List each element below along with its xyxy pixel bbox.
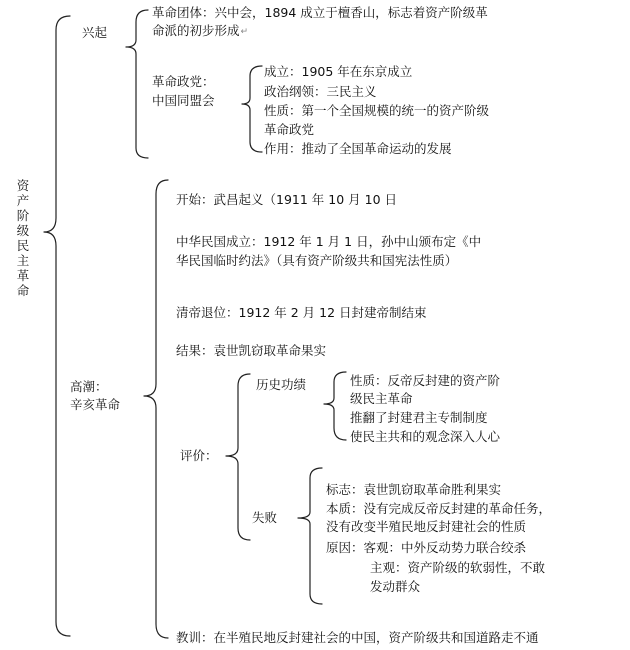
revolutionary-group-line-1: 革命团体：兴中会，1894 成立于檀香山，标志着资产阶级革 — [152, 5, 488, 20]
evaluation-label: 评价： — [180, 448, 218, 463]
achievements-label: 历史功绩 — [256, 377, 307, 392]
achievements-overthrow: 推翻了封建君主专制制度 — [350, 410, 488, 425]
party-role: 作用：推动了全国革命运动的发展 — [264, 141, 452, 156]
climax-title-line-1: 高潮： — [70, 379, 108, 394]
party-nature-line-1: 性质：第一个全国规模的统一的资产阶级 — [264, 103, 490, 118]
failure-label: 失败 — [252, 510, 278, 525]
evaluation-brace — [226, 374, 250, 540]
party-nature-line-2: 革命政党 — [264, 122, 315, 137]
climax-result: 结果：袁世凯窃取革命果实 — [176, 343, 327, 358]
roc-founding-line-2: 华民国临时约法》（具有资产阶级共和国宪法性质） — [176, 253, 458, 268]
climax-lesson: 教训：在半殖民地反封建社会的中国，资产阶级共和国道路走不通 — [176, 630, 539, 645]
rise-title: 兴起 — [82, 25, 108, 40]
paragraph-mark: ↵ — [240, 27, 249, 37]
failure-brace — [298, 468, 322, 604]
qing-abdication: 清帝退位：1912 年 2 月 12 日封建帝制结束 — [176, 305, 427, 320]
party-brace — [242, 66, 262, 152]
achievements-nature-line-1: 性质：反帝反封建的资产阶 — [350, 373, 501, 388]
achievements-brace — [324, 372, 346, 440]
party-program: 政治纲领：三民主义 — [264, 84, 377, 99]
climax-start: 开始：武昌起义（1911 年 10 月 10 日 — [176, 192, 397, 207]
failure-cause-subjective-line-2: 发动群众 — [370, 579, 421, 594]
achievements-nature-line-2: 级民主革命 — [350, 391, 413, 406]
failure-essence-line-2: 没有改变半殖民地反封建社会的性质 — [326, 519, 527, 534]
revolutionary-group-line-2-wrap — [152, 23, 248, 40]
revolutionary-group-line-2: 命派的初步形成 — [152, 23, 240, 38]
failure-sign: 标志：袁世凯窃取革命胜利果实 — [326, 482, 502, 497]
failure-cause-objective: 原因：客观：中外反动势力联合绞杀 — [326, 540, 527, 555]
party-label-line-1: 革命政党： — [152, 74, 215, 89]
root-brace — [44, 16, 70, 636]
rise-brace — [126, 10, 148, 158]
achievements-republic: 使民主共和的观念深入人心 — [350, 429, 501, 444]
party-label-line-2: 中国同盟会 — [152, 93, 215, 108]
failure-cause-subjective-line-1: 主观：资产阶级的软弱性，不敢 — [370, 560, 546, 575]
climax-title-line-2: 辛亥革命 — [70, 397, 121, 412]
roc-founding-line-1: 中华民国成立：1912 年 1 月 1 日，孙中山颁布定《中 — [176, 234, 482, 249]
root-title: 资产阶级民主革命 — [16, 178, 30, 298]
party-founded: 成立：1905 年在东京成立 — [264, 64, 413, 79]
climax-brace — [144, 180, 168, 638]
failure-essence-line-1: 本质：没有完成反帝反封建的革命任务， — [326, 501, 552, 516]
